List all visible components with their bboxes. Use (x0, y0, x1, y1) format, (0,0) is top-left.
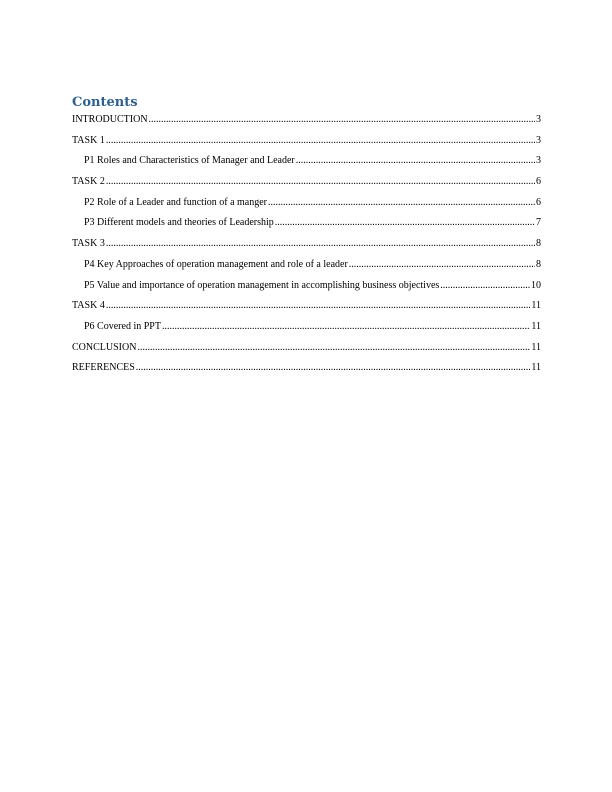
toc-list (72, 114, 541, 383)
toc-entry-p2[interactable] (72, 197, 541, 218)
toc-entry-label: P1 Roles and Characteristics of Manager and Leader (84, 155, 295, 167)
toc-entry-p4[interactable] (72, 259, 541, 280)
toc-page-number: 3 (536, 155, 541, 167)
toc-entry-label: P5 Value and importance of operation management in accomplishing business objectives (84, 279, 440, 291)
toc-page-number: 11 (531, 362, 541, 374)
toc-heading: Contents (72, 95, 138, 110)
toc-entry-task-4[interactable] (72, 300, 541, 321)
toc-entry-label: TASK 3 (72, 238, 105, 250)
toc-page-number: 11 (531, 300, 541, 312)
toc-entry-p3[interactable] (72, 217, 541, 238)
toc-page-number: 6 (536, 176, 541, 188)
toc-page-number: 7 (536, 217, 541, 229)
toc-entry-task-3[interactable] (72, 238, 541, 259)
toc-entry-p6[interactable] (72, 321, 541, 342)
toc-dot-leader (137, 342, 530, 354)
toc-entry-task-2[interactable] (72, 176, 541, 197)
toc-entry-label: TASK 2 (72, 176, 105, 188)
toc-entry-label: TASK 4 (72, 300, 105, 312)
toc-entry-conclusion[interactable] (72, 342, 541, 363)
toc-entry-label: P2 Role of a Leader and function of a manger (84, 196, 267, 208)
toc-entry-label: CONCLUSION (72, 341, 137, 353)
toc-entry-references[interactable] (72, 362, 541, 383)
toc-entry-task-1[interactable] (72, 135, 541, 156)
toc-entry-label: REFERENCES (72, 362, 135, 374)
toc-dot-leader (106, 176, 535, 188)
toc-dot-leader (275, 217, 535, 229)
toc-dot-leader (149, 114, 535, 126)
toc-dot-leader (136, 362, 531, 374)
toc-entry-label: P4 Key Approaches of operation management and role of a leader (84, 258, 348, 270)
toc-dot-leader (106, 135, 535, 147)
toc-entry-label: TASK 1 (72, 134, 105, 146)
toc-page-number: 6 (536, 196, 541, 208)
toc-entry-p1[interactable] (72, 155, 541, 176)
toc-dot-leader (440, 280, 530, 292)
toc-dot-leader (106, 238, 535, 250)
toc-entry-label: INTRODUCTION (72, 114, 148, 125)
toc-page-number: 3 (536, 134, 541, 146)
toc-entry-label: P6 Covered in PPT (84, 320, 161, 332)
toc-dot-leader (162, 321, 530, 333)
toc-entry-introduction[interactable] (72, 114, 541, 135)
toc-page-number: 3 (536, 114, 541, 125)
toc-entry-label: P3 Different models and theories of Leadership (84, 217, 274, 229)
toc-dot-leader (106, 300, 531, 312)
toc-dot-leader (349, 259, 535, 271)
toc-page-number: 8 (536, 238, 541, 250)
toc-page-number: 11 (531, 341, 541, 353)
toc-dot-leader (268, 197, 535, 209)
toc-page-number: 11 (531, 320, 541, 332)
toc-entry-p5[interactable] (72, 280, 541, 301)
toc-dot-leader (296, 155, 535, 167)
toc-page-number: 8 (536, 258, 541, 270)
toc-page-number: 10 (531, 279, 541, 291)
